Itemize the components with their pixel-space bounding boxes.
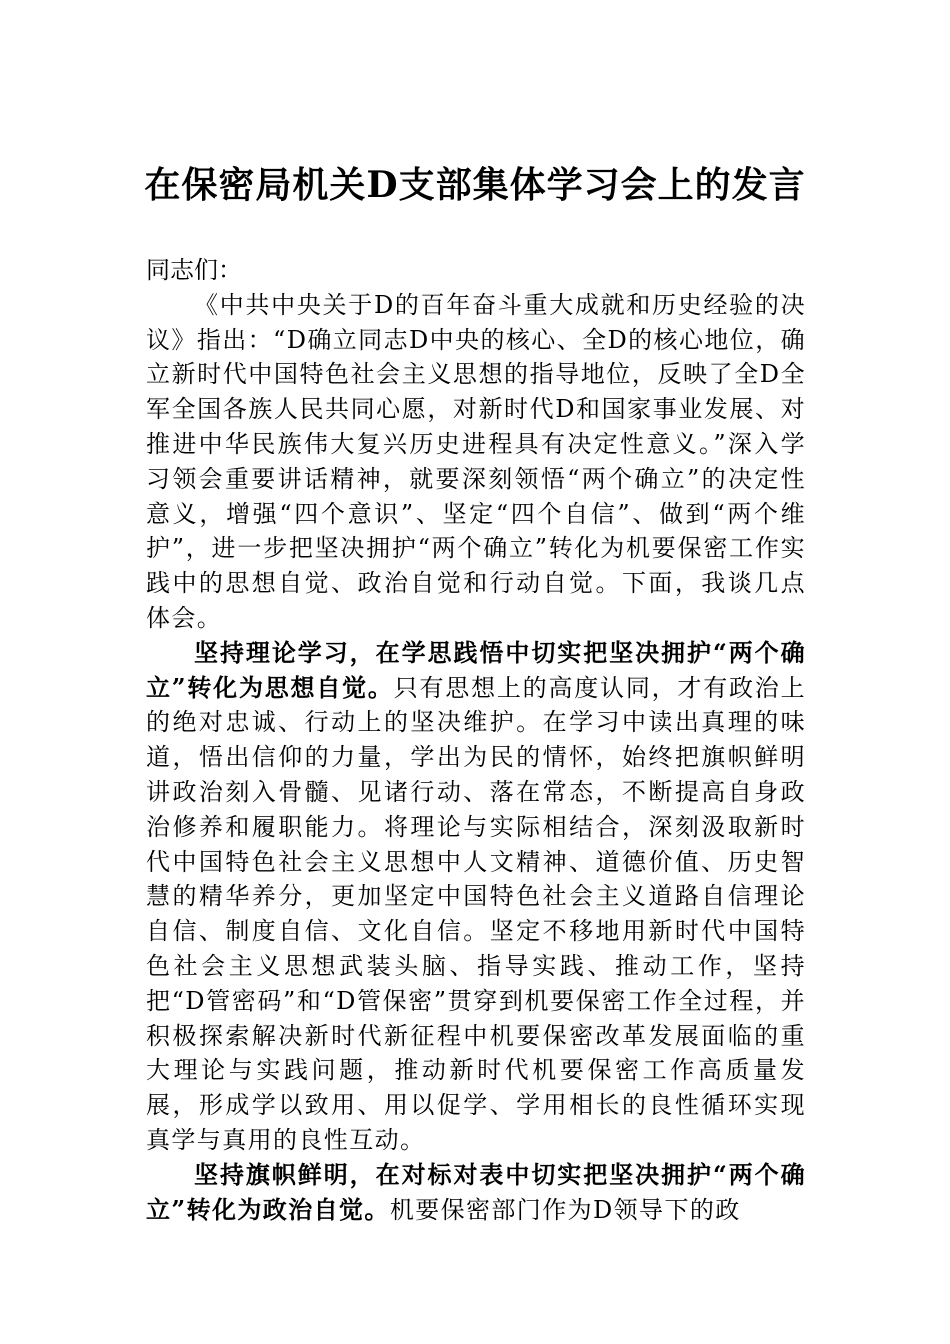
paragraph-political-awareness [146, 1158, 806, 1228]
paragraph-text: 《中共中央关于D的百年奋斗重大成就和历史经验的决议》指出：“D确立同志D中央的核心、全D的核心地位，确立新时代中国特色社会主义思想的指导地位，反映了全D全军全国各族人民共同心愿，对新时代D和国家事业发展、对推进中华民族伟大复兴历史进程具有决定性意义。”深入学习领会重要讲话精神，就要深刻领悟“两个确立”的决定性意义，增强“四个意识”、坚定“四个自信”、做到“两个维护”，进一步把坚决拥护“两个确立”转化为机要保密工作实践中的思想自觉、政治自觉和行动自觉。下面，我谈几点体会。 [146, 290, 806, 632]
paragraph-lead: 坚持旗帜鲜明，在对标对表中切实把坚决拥护“两个确立”转化为政治自觉。 [146, 1159, 806, 1224]
paragraph-lead: 坚持理论学习，在学思践悟中切实把坚决拥护“两个确立”转化为思想自觉。 [146, 637, 806, 702]
document-body [146, 253, 806, 1227]
document-title: 在保密局机关D支部集体学习会上的发言 [144, 164, 806, 206]
paragraph-text: 机要保密部门作为D领导下的政 [389, 1195, 741, 1224]
salutation: 同志们： [146, 256, 242, 284]
paragraph-theory-study [146, 636, 806, 1158]
paragraph-text: 只有思想上的高度认同，才有政治上的绝对忠诚、行动上的坚决维护。在学习中读出真理的味道，悟出信仰的力量，学出为民的情怀，始终把旗帜鲜明讲政治刻入骨髓、见诸行动、落在常态，不断提高自身政治修养和履职能力。将理论与实际相结合，深刻汲取新时代中国特色社会主义思想中人文精神、道德价值、历史智慧的精华养分，更加坚定中国特色社会主义道路自信理论自信、制度自信、文化自信。坚定不移地用新时代中国特色社会主义思想武装头脑、指导实践、推动工作，坚持把“D管密码”和“D管保密”贯穿到机要保密工作全过程，并积极探索解决新时代新征程中机要保密改革发展面临的重大理论与实践问题，推动新时代机要保密工作高质量发展，形成学以致用、用以促学、学用相长的良性循环实现真学与真用的良性互动。 [146, 673, 806, 1154]
paragraph-intro [146, 288, 806, 636]
